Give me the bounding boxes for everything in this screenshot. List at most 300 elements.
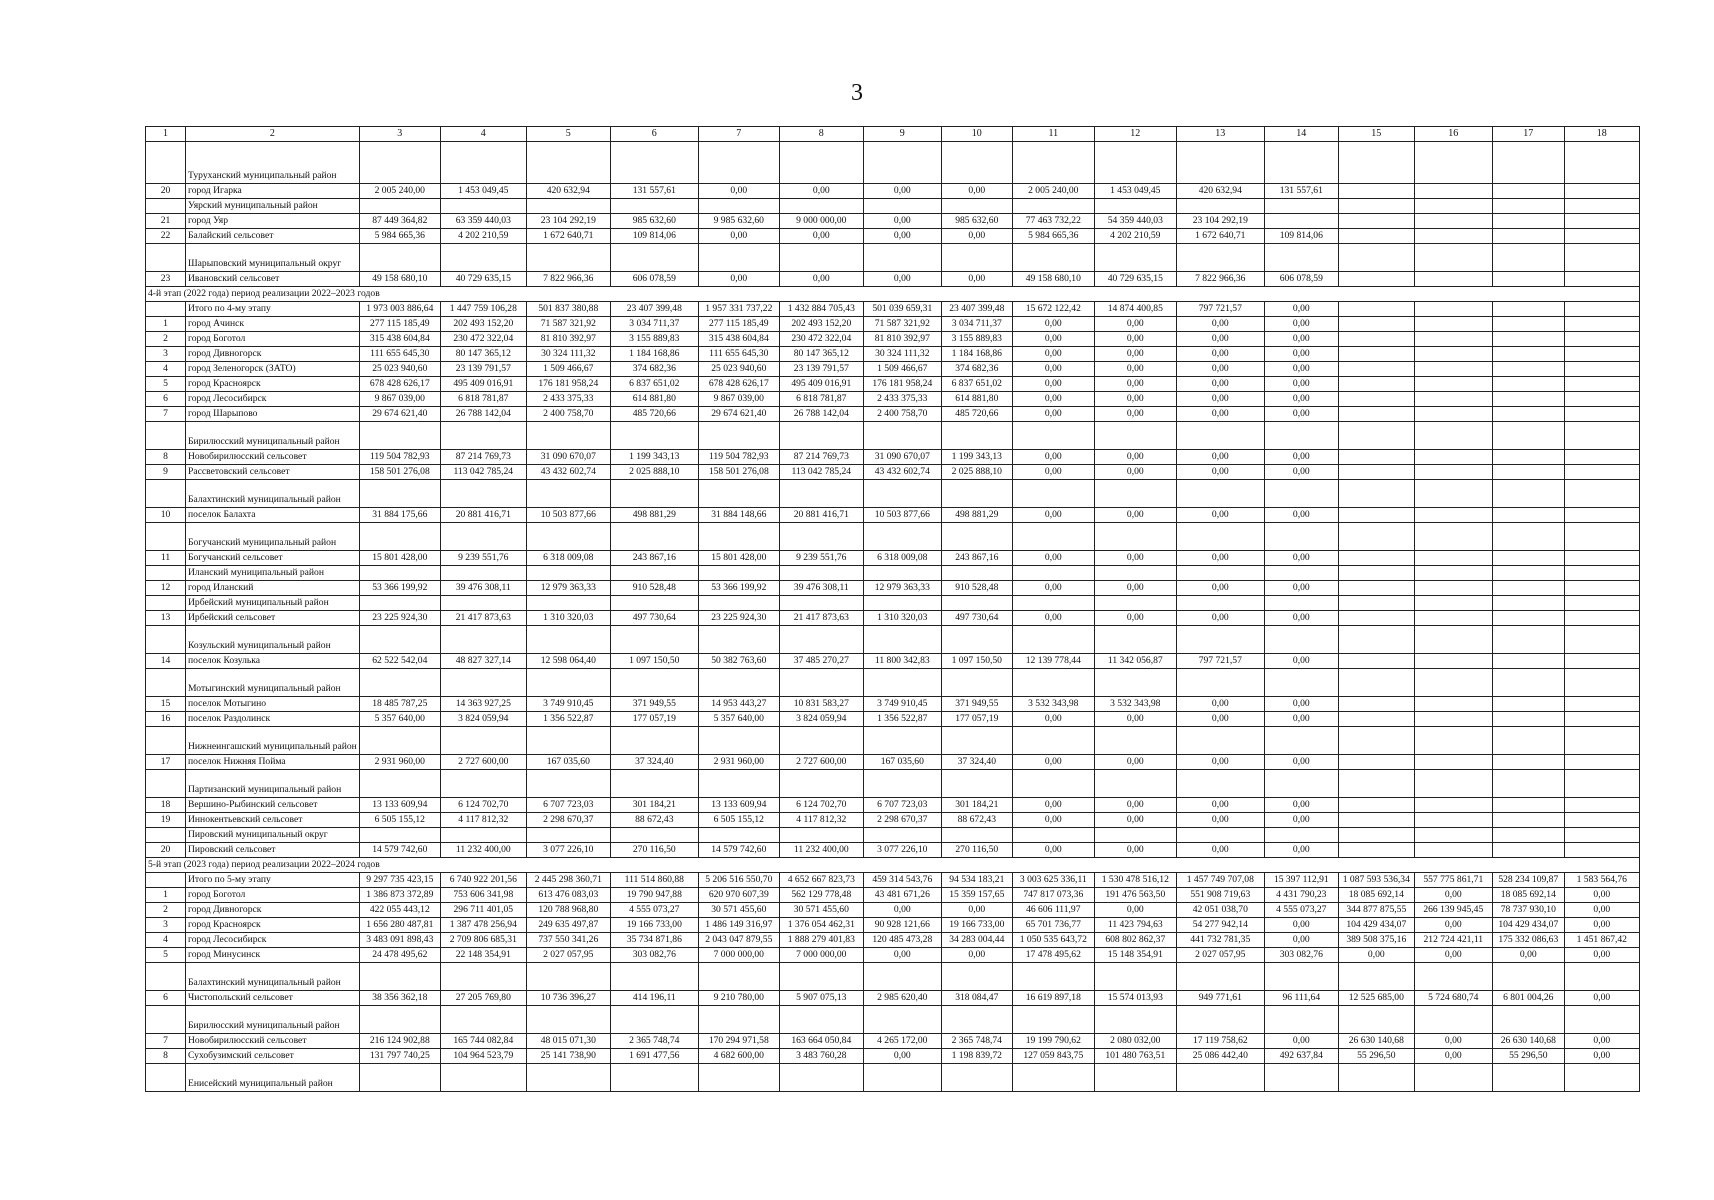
value-cell: 0,00 xyxy=(1094,842,1176,857)
value-cell: 0,00 xyxy=(1264,812,1338,827)
value-cell: 131 557,61 xyxy=(1264,183,1338,198)
value-cell: 10 503 877,66 xyxy=(526,507,610,522)
table-row xyxy=(146,887,1640,902)
value-cell: 127 059 843,75 xyxy=(1012,1048,1094,1063)
table-row xyxy=(146,271,1640,286)
value-cell xyxy=(698,479,779,507)
value-cell xyxy=(698,1005,779,1033)
value-cell: 23 104 292,19 xyxy=(526,213,610,228)
value-cell xyxy=(1094,1063,1176,1091)
value-cell: 2 025 888,10 xyxy=(941,464,1012,479)
value-cell: 0,00 xyxy=(1564,1033,1639,1048)
value-cell xyxy=(1564,1063,1639,1091)
value-cell: 389 508 375,16 xyxy=(1338,932,1414,947)
value-cell: 1 672 640,71 xyxy=(526,228,610,243)
table-row xyxy=(146,711,1640,726)
row-number: 11 xyxy=(146,550,186,565)
value-cell xyxy=(698,726,779,754)
value-cell: 21 417 873,63 xyxy=(440,610,526,625)
value-cell: 0,00 xyxy=(1094,797,1176,812)
value-cell: 120 485 473,28 xyxy=(863,932,941,947)
municipality-name: Богучанский сельсовет xyxy=(186,550,360,565)
value-cell: 1 973 003 886,64 xyxy=(359,301,440,316)
value-cell xyxy=(1338,228,1414,243)
value-cell xyxy=(440,198,526,213)
row-number xyxy=(146,872,186,887)
municipality-name: поселок Нижняя Пойма xyxy=(186,754,360,769)
value-cell: 26 630 140,68 xyxy=(1338,1033,1414,1048)
value-cell xyxy=(1414,696,1492,711)
value-cell xyxy=(1492,522,1564,550)
row-number-cell xyxy=(146,522,186,550)
value-cell xyxy=(1094,827,1176,842)
value-cell xyxy=(1094,243,1176,271)
value-cell xyxy=(359,1063,440,1091)
value-cell xyxy=(526,769,610,797)
value-cell xyxy=(1492,797,1564,812)
value-cell xyxy=(359,769,440,797)
value-cell: 90 928 121,66 xyxy=(863,917,941,932)
value-cell xyxy=(1338,464,1414,479)
table-row xyxy=(146,1033,1640,1048)
value-cell: 1 583 564,76 xyxy=(1564,872,1639,887)
value-cell: 0,00 xyxy=(1176,696,1264,711)
value-cell: 4 652 667 823,73 xyxy=(779,872,863,887)
value-cell: 49 158 680,10 xyxy=(1012,271,1094,286)
value-cell: 22 148 354,91 xyxy=(440,947,526,962)
value-cell: 4 202 210,59 xyxy=(1094,228,1176,243)
value-cell xyxy=(1338,331,1414,346)
value-cell xyxy=(440,668,526,696)
value-cell xyxy=(1012,142,1094,184)
value-cell xyxy=(1338,243,1414,271)
value-cell: 15 148 354,91 xyxy=(1094,947,1176,962)
column-header: 1 xyxy=(146,127,186,142)
value-cell xyxy=(698,625,779,653)
value-cell: 0,00 xyxy=(941,902,1012,917)
value-cell: 9 985 632,60 xyxy=(698,213,779,228)
value-cell: 0,00 xyxy=(1264,507,1338,522)
value-cell xyxy=(698,198,779,213)
value-cell: 30 571 455,60 xyxy=(779,902,863,917)
value-cell: 87 214 769,73 xyxy=(779,449,863,464)
value-cell: 43 432 602,74 xyxy=(526,464,610,479)
value-cell: 43 432 602,74 xyxy=(863,464,941,479)
value-cell: 25 023 940,60 xyxy=(698,361,779,376)
value-cell xyxy=(526,1005,610,1033)
table-row xyxy=(146,580,1640,595)
table-row xyxy=(146,449,1640,464)
value-cell: 7 000 000,00 xyxy=(698,947,779,962)
value-cell xyxy=(1094,595,1176,610)
value-cell: 0,00 xyxy=(1176,316,1264,331)
district-name: Иланский муниципальный район xyxy=(186,565,360,580)
value-cell: 176 181 958,24 xyxy=(863,376,941,391)
row-number-cell xyxy=(146,142,186,184)
value-cell xyxy=(1338,507,1414,522)
value-cell xyxy=(1012,827,1094,842)
value-cell xyxy=(1338,565,1414,580)
value-cell xyxy=(359,595,440,610)
value-cell: 1 199 343,13 xyxy=(941,449,1012,464)
value-cell xyxy=(1564,1005,1639,1033)
column-header: 13 xyxy=(1176,127,1264,142)
value-cell: 1 184 168,86 xyxy=(610,346,698,361)
value-cell: 0,00 xyxy=(1492,947,1564,962)
value-cell xyxy=(1012,565,1094,580)
value-cell xyxy=(698,565,779,580)
value-cell xyxy=(1094,421,1176,449)
value-cell: 3 155 889,83 xyxy=(941,331,1012,346)
value-cell xyxy=(698,1063,779,1091)
row-number-cell xyxy=(146,625,186,653)
value-cell: 1 672 640,71 xyxy=(1176,228,1264,243)
value-cell: 0,00 xyxy=(863,1048,941,1063)
value-cell: 315 438 604,84 xyxy=(698,331,779,346)
value-cell: 23 407 399,48 xyxy=(941,301,1012,316)
value-cell xyxy=(1338,198,1414,213)
value-cell xyxy=(941,479,1012,507)
row-number-cell xyxy=(146,243,186,271)
row-number: 14 xyxy=(146,653,186,668)
row-number: 2 xyxy=(146,331,186,346)
value-cell: 0,00 xyxy=(1264,580,1338,595)
value-cell xyxy=(440,1005,526,1033)
table-row xyxy=(146,228,1640,243)
value-cell: 0,00 xyxy=(1176,361,1264,376)
value-cell: 12 598 064,40 xyxy=(526,653,610,668)
value-cell xyxy=(1492,243,1564,271)
value-cell: 2 400 758,70 xyxy=(526,406,610,421)
value-cell: 11 423 794,63 xyxy=(1094,917,1176,932)
value-cell: 1 087 593 536,34 xyxy=(1338,872,1414,887)
value-cell: 1 530 478 516,12 xyxy=(1094,872,1176,887)
stage-title: 4-й этап (2022 года) период реализации 2022–2023 годов xyxy=(146,286,1640,301)
table-row xyxy=(146,391,1640,406)
row-number: 2 xyxy=(146,902,186,917)
value-cell: 15 672 122,42 xyxy=(1012,301,1094,316)
value-cell: 65 701 736,77 xyxy=(1012,917,1094,932)
value-cell xyxy=(1414,580,1492,595)
row-number: 12 xyxy=(146,580,186,595)
value-cell xyxy=(941,1005,1012,1033)
value-cell xyxy=(1492,301,1564,316)
table-row xyxy=(146,990,1640,1005)
value-cell: 0,00 xyxy=(1012,449,1094,464)
value-cell xyxy=(1094,769,1176,797)
value-cell xyxy=(1564,550,1639,565)
value-cell: 1 509 466,67 xyxy=(526,361,610,376)
value-cell xyxy=(1012,726,1094,754)
value-cell: 3 749 910,45 xyxy=(863,696,941,711)
value-cell xyxy=(1564,449,1639,464)
value-cell xyxy=(941,962,1012,990)
value-cell: 230 472 322,04 xyxy=(440,331,526,346)
table-row xyxy=(146,507,1640,522)
row-number-cell xyxy=(146,595,186,610)
value-cell xyxy=(863,625,941,653)
value-cell xyxy=(359,198,440,213)
value-cell xyxy=(1338,449,1414,464)
value-cell: 797 721,57 xyxy=(1176,653,1264,668)
row-number: 5 xyxy=(146,376,186,391)
value-cell: 12 525 685,00 xyxy=(1338,990,1414,1005)
value-cell xyxy=(1564,346,1639,361)
value-cell: 374 682,36 xyxy=(941,361,1012,376)
value-cell: 551 908 719,63 xyxy=(1176,887,1264,902)
value-cell: 1 310 320,03 xyxy=(526,610,610,625)
value-cell xyxy=(1564,711,1639,726)
district-row xyxy=(146,668,1640,696)
value-cell: 606 078,59 xyxy=(1264,271,1338,286)
table-row xyxy=(146,902,1640,917)
value-cell: 0,00 xyxy=(1564,947,1639,962)
row-number: 4 xyxy=(146,361,186,376)
value-cell: 15 801 428,00 xyxy=(698,550,779,565)
value-cell: 6 318 009,08 xyxy=(863,550,941,565)
value-cell: 4 265 172,00 xyxy=(863,1033,941,1048)
district-name: Уярский муниципальный район xyxy=(186,198,360,213)
value-cell xyxy=(1176,595,1264,610)
row-number-cell xyxy=(146,421,186,449)
district-row xyxy=(146,421,1640,449)
row-number xyxy=(146,301,186,316)
value-cell xyxy=(1414,550,1492,565)
municipality-name: город Минусинск xyxy=(186,947,360,962)
value-cell xyxy=(440,522,526,550)
value-cell xyxy=(1414,610,1492,625)
value-cell: 0,00 xyxy=(1414,1033,1492,1048)
municipality-name: город Игарка xyxy=(186,183,360,198)
table-row xyxy=(146,653,1640,668)
value-cell: 77 463 732,22 xyxy=(1012,213,1094,228)
value-cell xyxy=(1012,668,1094,696)
value-cell: 5 724 680,74 xyxy=(1414,990,1492,1005)
value-cell: 212 724 421,11 xyxy=(1414,932,1492,947)
value-cell xyxy=(1176,1063,1264,1091)
value-cell: 0,00 xyxy=(1414,887,1492,902)
district-name: Енисейский муниципальный район xyxy=(186,1063,360,1091)
district-row xyxy=(146,522,1640,550)
value-cell: 371 949,55 xyxy=(941,696,1012,711)
value-cell: 3 034 711,37 xyxy=(610,316,698,331)
value-cell xyxy=(1492,213,1564,228)
row-number: 7 xyxy=(146,1033,186,1048)
value-cell: 175 332 086,63 xyxy=(1492,932,1564,947)
value-cell xyxy=(779,142,863,184)
row-number: 1 xyxy=(146,887,186,902)
value-cell: 23 139 791,57 xyxy=(440,361,526,376)
value-cell: 2 433 375,33 xyxy=(863,391,941,406)
value-cell xyxy=(1176,142,1264,184)
table-row xyxy=(146,610,1640,625)
value-cell xyxy=(1094,726,1176,754)
value-cell: 0,00 xyxy=(1012,316,1094,331)
value-cell xyxy=(1414,421,1492,449)
district-row xyxy=(146,198,1640,213)
value-cell: 9 000 000,00 xyxy=(779,213,863,228)
value-cell xyxy=(779,479,863,507)
value-cell: 43 481 671,26 xyxy=(863,887,941,902)
value-cell xyxy=(1564,316,1639,331)
row-number-cell xyxy=(146,827,186,842)
value-cell: 1 453 049,45 xyxy=(440,183,526,198)
value-cell: 0,00 xyxy=(1264,1033,1338,1048)
value-cell: 1 656 280 487,81 xyxy=(359,917,440,932)
municipality-name: Новобирилюсский сельсовет xyxy=(186,1033,360,1048)
value-cell: 0,00 xyxy=(1012,376,1094,391)
value-cell: 0,00 xyxy=(1012,842,1094,857)
table-row xyxy=(146,361,1640,376)
value-cell: 0,00 xyxy=(941,228,1012,243)
value-cell xyxy=(1564,301,1639,316)
value-cell xyxy=(1338,301,1414,316)
value-cell xyxy=(1338,142,1414,184)
row-number: 21 xyxy=(146,213,186,228)
value-cell: 40 729 635,15 xyxy=(1094,271,1176,286)
value-cell xyxy=(1492,464,1564,479)
value-cell: 16 619 897,18 xyxy=(1012,990,1094,1005)
value-cell xyxy=(1338,421,1414,449)
value-cell xyxy=(1492,962,1564,990)
value-cell: 167 035,60 xyxy=(526,754,610,769)
value-cell xyxy=(1264,198,1338,213)
value-cell: 96 111,64 xyxy=(1264,990,1338,1005)
column-header: 6 xyxy=(610,127,698,142)
value-cell: 557 775 861,71 xyxy=(1414,872,1492,887)
value-cell: 495 409 016,91 xyxy=(440,376,526,391)
district-name: Нижнеингашский муниципальный район xyxy=(186,726,360,754)
value-cell xyxy=(1492,711,1564,726)
value-cell: 31 090 670,07 xyxy=(526,449,610,464)
value-cell: 620 970 607,39 xyxy=(698,887,779,902)
value-cell: 18 085 692,14 xyxy=(1492,887,1564,902)
district-row xyxy=(146,595,1640,610)
stage-row xyxy=(146,286,1640,301)
value-cell: 0,00 xyxy=(1012,580,1094,595)
value-cell: 119 504 782,93 xyxy=(698,449,779,464)
value-cell: 55 296,50 xyxy=(1338,1048,1414,1063)
value-cell xyxy=(779,595,863,610)
row-number: 4 xyxy=(146,932,186,947)
value-cell: 485 720,66 xyxy=(941,406,1012,421)
value-cell: 0,00 xyxy=(1176,711,1264,726)
value-cell xyxy=(526,827,610,842)
value-cell xyxy=(440,769,526,797)
value-cell xyxy=(1492,842,1564,857)
district-name: Партизанский муниципальный район xyxy=(186,769,360,797)
value-cell: 0,00 xyxy=(1012,711,1094,726)
value-cell xyxy=(698,142,779,184)
value-cell: 0,00 xyxy=(1264,696,1338,711)
value-cell xyxy=(1564,213,1639,228)
value-cell xyxy=(1414,625,1492,653)
row-number: 15 xyxy=(146,696,186,711)
row-number-cell xyxy=(146,198,186,213)
table-row xyxy=(146,213,1640,228)
value-cell: 19 166 733,00 xyxy=(941,917,1012,932)
value-cell xyxy=(1338,361,1414,376)
value-cell: 50 382 763,60 xyxy=(698,653,779,668)
value-cell xyxy=(1264,827,1338,842)
value-cell xyxy=(440,827,526,842)
value-cell: 2 005 240,00 xyxy=(1012,183,1094,198)
value-cell xyxy=(526,595,610,610)
value-cell xyxy=(1176,421,1264,449)
value-cell xyxy=(1492,228,1564,243)
value-cell xyxy=(1414,243,1492,271)
value-cell: 0,00 xyxy=(1094,449,1176,464)
value-cell: 1 386 873 372,89 xyxy=(359,887,440,902)
value-cell: 318 084,47 xyxy=(941,990,1012,1005)
value-cell xyxy=(1492,391,1564,406)
value-cell: 12 979 363,33 xyxy=(863,580,941,595)
value-cell xyxy=(941,827,1012,842)
table-row xyxy=(146,1048,1640,1063)
value-cell xyxy=(1414,962,1492,990)
value-cell: 0,00 xyxy=(1094,550,1176,565)
value-cell: 985 632,60 xyxy=(610,213,698,228)
value-cell xyxy=(1492,479,1564,507)
row-number: 8 xyxy=(146,1048,186,1063)
value-cell xyxy=(1338,842,1414,857)
value-cell: 0,00 xyxy=(1176,610,1264,625)
value-cell: 2 727 600,00 xyxy=(440,754,526,769)
value-cell: 4 555 073,27 xyxy=(610,902,698,917)
page-number: 3 xyxy=(851,80,863,106)
table-row xyxy=(146,550,1640,565)
value-cell: 6 505 155,12 xyxy=(698,812,779,827)
table-row xyxy=(146,842,1640,857)
value-cell: 414 196,11 xyxy=(610,990,698,1005)
value-cell: 17 478 495,62 xyxy=(1012,947,1094,962)
value-cell xyxy=(941,142,1012,184)
value-cell: 158 501 276,08 xyxy=(359,464,440,479)
table-row xyxy=(146,376,1640,391)
value-cell: 0,00 xyxy=(1012,331,1094,346)
value-cell: 15 397 112,91 xyxy=(1264,872,1338,887)
value-cell: 7 822 966,36 xyxy=(1176,271,1264,286)
district-row xyxy=(146,769,1640,797)
value-cell xyxy=(1564,507,1639,522)
value-cell: 216 124 902,88 xyxy=(359,1033,440,1048)
value-cell: 0,00 xyxy=(1176,376,1264,391)
value-cell xyxy=(1564,962,1639,990)
value-cell: 23 225 924,30 xyxy=(698,610,779,625)
value-cell: 11 342 056,87 xyxy=(1094,653,1176,668)
value-cell: 910 528,48 xyxy=(610,580,698,595)
value-cell xyxy=(359,479,440,507)
value-cell xyxy=(440,421,526,449)
stage-row xyxy=(146,857,1640,872)
value-cell: 202 493 152,20 xyxy=(779,316,863,331)
value-cell xyxy=(863,479,941,507)
municipality-name: Новобирилюсский сельсовет xyxy=(186,449,360,464)
value-cell xyxy=(1264,1005,1338,1033)
value-cell: 0,00 xyxy=(1264,711,1338,726)
value-cell: 230 472 322,04 xyxy=(779,331,863,346)
value-cell: 0,00 xyxy=(1564,990,1639,1005)
value-cell: 2 027 057,95 xyxy=(526,947,610,962)
value-cell: 3 003 625 336,11 xyxy=(1012,872,1094,887)
value-cell: 6 837 651,02 xyxy=(610,376,698,391)
value-cell: 42 051 038,70 xyxy=(1176,902,1264,917)
value-cell: 1 097 150,50 xyxy=(610,653,698,668)
table-row xyxy=(146,183,1640,198)
value-cell: 296 711 401,05 xyxy=(440,902,526,917)
value-cell xyxy=(610,198,698,213)
value-cell xyxy=(1414,842,1492,857)
